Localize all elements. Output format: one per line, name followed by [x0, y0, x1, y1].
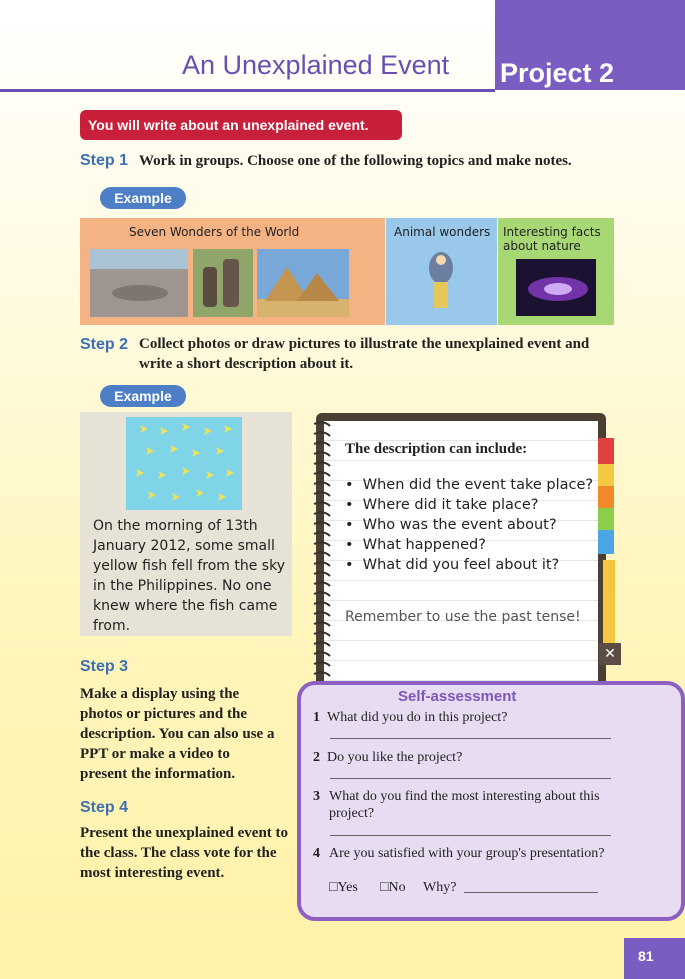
pencil-icon [603, 560, 615, 650]
answer-line[interactable] [330, 738, 611, 739]
moai-photo [193, 249, 253, 317]
topic-label: Seven Wonders of the World [129, 225, 300, 239]
notebook-tab-orange [598, 486, 614, 508]
step2-label: Step 2 [80, 336, 129, 353]
project-label: Project 2 [500, 58, 615, 88]
answer-line[interactable] [330, 778, 611, 779]
goal-banner: You will write about an unexplained event. [80, 110, 402, 140]
page-title: An Unexplained Event [182, 50, 450, 80]
step2-text: Collect photos or draw pictures to illustrate the unexplained event and write a short description about it. [139, 336, 590, 372]
notebook-item: • When did the event take place? [345, 477, 594, 493]
notebook-item: • What did you feel about it? [345, 557, 560, 573]
notebook-reminder: Remember to use the past tense! [345, 609, 581, 625]
notebook-item: • Where did it take place? [345, 497, 539, 513]
no-option[interactable]: □No [380, 880, 406, 895]
beach-photo [90, 249, 188, 317]
notebook-tab-green [598, 508, 614, 530]
step4-label: Step 4 [80, 799, 129, 816]
topic-label: Interesting facts about nature [503, 225, 601, 253]
self-assessment-title: Self-assessment [398, 688, 517, 705]
spiral-binding [310, 418, 334, 680]
topic-interesting-facts [498, 218, 614, 325]
example-badge: Example [100, 187, 186, 209]
topic-label: Animal wonders [394, 225, 491, 239]
notebook-tab-yellow [598, 464, 614, 486]
pyramids-photo [257, 249, 349, 317]
assessment-question: 4 Are you satisfied with your group's presentation? [313, 846, 605, 861]
answer-line[interactable] [464, 892, 598, 893]
step4-text: Present the unexplained event to the class. The class vote for the most interesting event. [80, 825, 289, 881]
notebook-tab-blue [598, 530, 614, 554]
answer-line[interactable] [330, 835, 611, 836]
assessment-question: 2 Do you like the project? [313, 750, 463, 765]
notebook-tab-red [598, 438, 614, 464]
falling-fish-illustration [126, 417, 242, 510]
assessment-question: 1 What did you do in this project? [313, 710, 508, 725]
notebook-page [324, 421, 598, 688]
step1-label: Step 1 [80, 152, 129, 169]
notebook-item: • Who was the event about? [345, 517, 557, 533]
assessment-question: 3 What do you find the most interesting about this project? [313, 789, 600, 821]
animal-illustration [416, 248, 466, 320]
topic-seven-wonders [80, 218, 385, 325]
aurora-photo [516, 259, 596, 316]
example-badge: Example [100, 385, 186, 407]
step3-label: Step 3 [80, 658, 129, 675]
yes-option[interactable]: □Yes [329, 880, 358, 895]
page-number: 81 [624, 938, 685, 979]
step3-text: Make a display using the photos or pictures and the description. You can also use a PPT or make a video to present the information. [80, 686, 275, 782]
fish-example-text: On the morning of 13th January 2012, some small yellow fish fell from the sky in the Philippines. No one knew where the fish came from. [93, 518, 285, 634]
why-label: Why? [423, 880, 457, 895]
step1-text: Work in groups. Choose one of the following topics and make notes. [139, 153, 572, 169]
header-rule [0, 89, 495, 92]
close-icon: ✕ [599, 643, 621, 665]
topic-animal-wonders [386, 218, 497, 325]
notebook-title: The description can include: [345, 441, 528, 457]
notebook-item: • What happened? [345, 537, 486, 553]
